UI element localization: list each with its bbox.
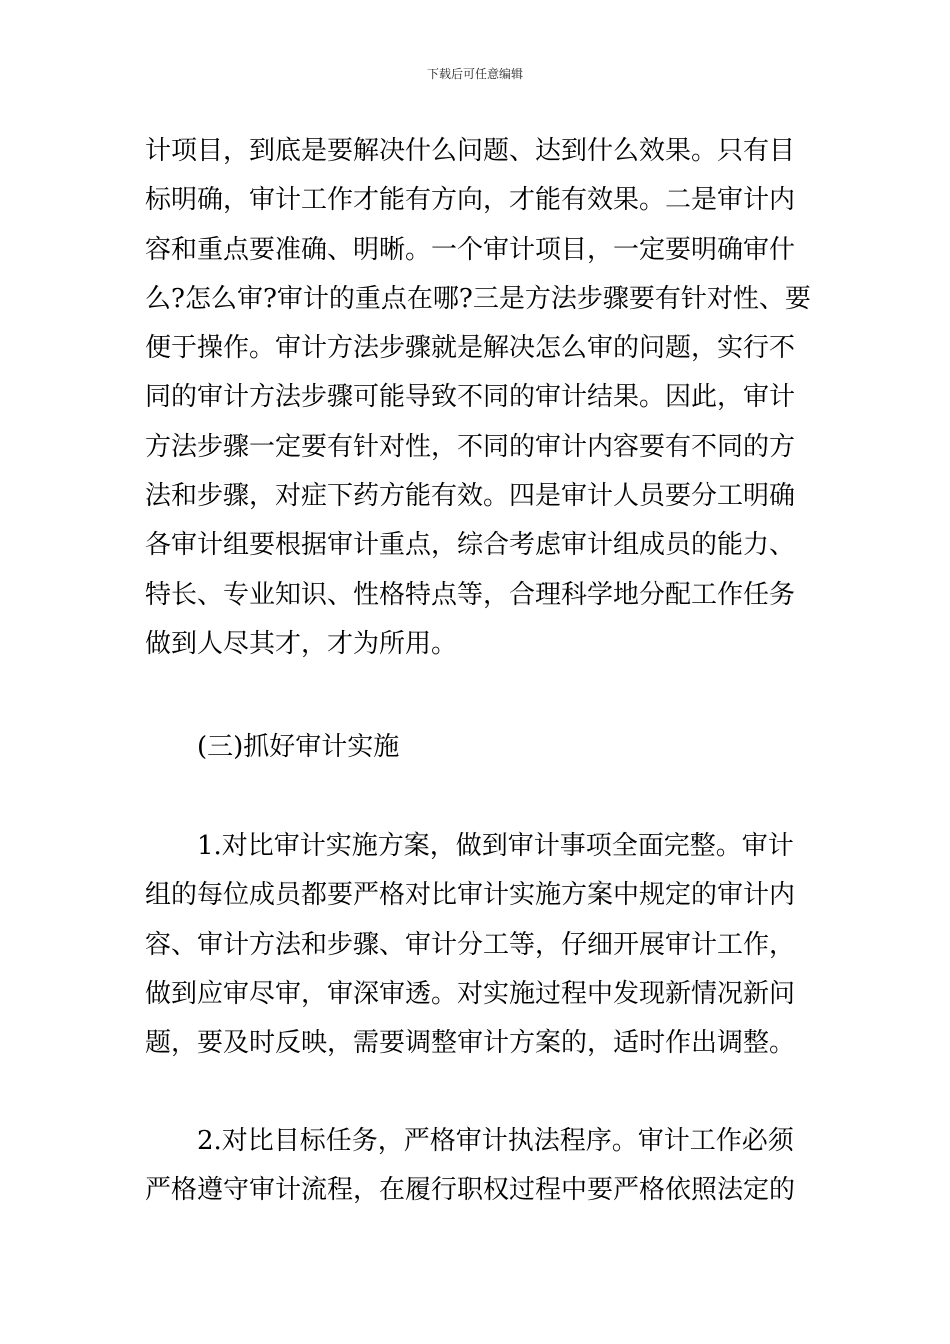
section-heading	[145, 723, 862, 772]
body-paragraph-3	[145, 1117, 810, 1216]
text-line: 便于操作。审计方法步骤就是解决怎么审的问题，实行不	[145, 333, 796, 364]
text-line: 容、审计方法和步骤、审计分工等，仔细开展审计工作，	[145, 929, 796, 960]
page-header: 下载后可任意编辑	[426, 67, 523, 81]
text-line: 2.对比目标任务，严格审计执法程序。审计工作必须	[197, 1126, 794, 1156]
text-line: 同的审计方法步骤可能导致不同的审计结果。因此，审计	[145, 382, 796, 413]
text-line: 特长、专业知识、性格特点等，合理科学地分配工作任务	[145, 579, 796, 610]
body-paragraph-2	[145, 822, 810, 1068]
text-line: 容和重点要准确、明晰。一个审计项目，一定要明确审什	[145, 234, 796, 265]
text-line: 组的每位成员都要严格对比审计实施方案中规定的审计内	[145, 880, 796, 911]
text-line: 做到应审尽审，审深审透。对实施过程中发现新情况新问	[145, 978, 796, 1009]
text-line: 方法步骤一定要有针对性，不同的审计内容要有不同的方	[145, 431, 796, 462]
text-line: 标明确，审计工作才能有方向，才能有效果。二是审计内	[145, 185, 796, 216]
text-line: 做到人尽其才，才为所用。	[145, 628, 458, 659]
text-line: 题，要及时反映，需要调整审计方案的，适时作出调整。	[145, 1028, 796, 1059]
text-line: 法和步骤，对症下药方能有效。四是审计人员要分工明确	[145, 481, 796, 512]
heading-line: (三)抓好审计实施	[197, 732, 400, 762]
text-line: 1.对比审计实施方案，做到审计事项全面完整。审计	[197, 831, 794, 861]
text-line: 各审计组要根据审计重点，综合考虑审计组成员的能力、	[145, 530, 796, 561]
text-line: 严格遵守审计流程，在履行职权过程中要严格依照法定的	[145, 1175, 796, 1206]
body-paragraph-1	[145, 127, 810, 669]
text-line: 计项目，到底是要解决什么问题、达到什么效果。只有目	[145, 136, 796, 166]
text-line: 么?怎么审?审计的重点在哪?三是方法步骤要有针对性、要	[145, 283, 811, 314]
